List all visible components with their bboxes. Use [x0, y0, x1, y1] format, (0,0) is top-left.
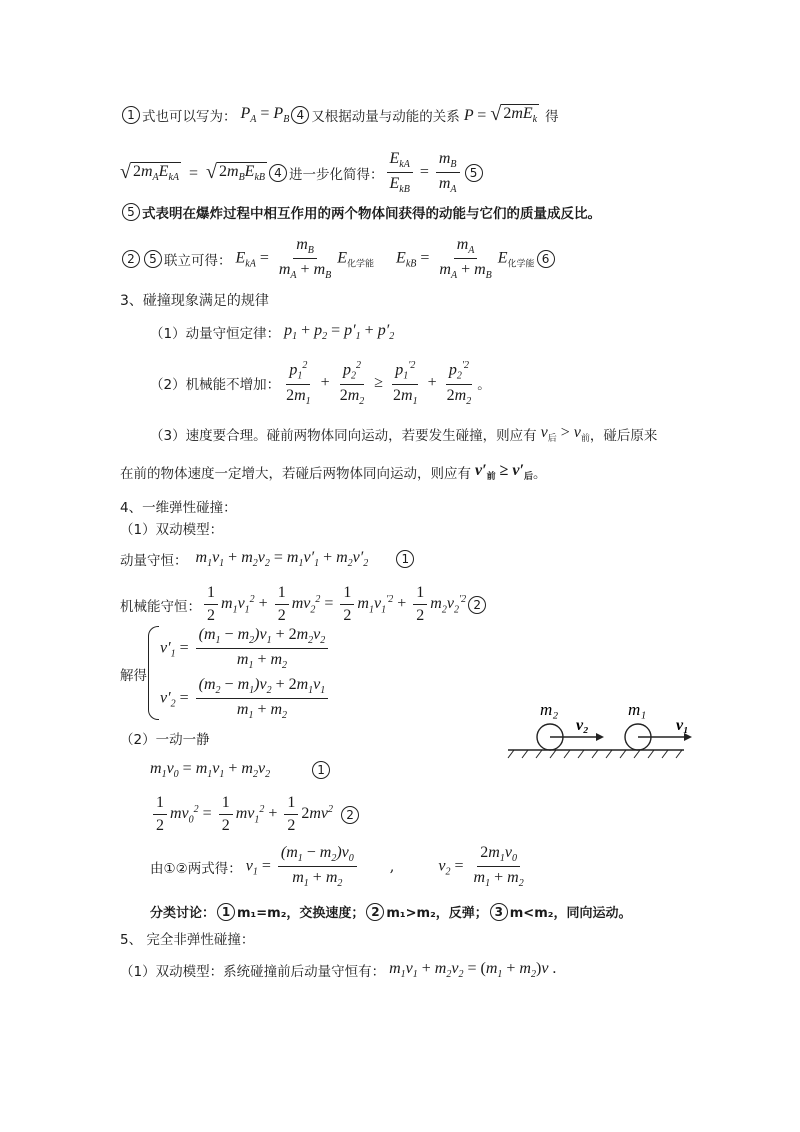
discussion-line: [150, 902, 631, 921]
energy-line: [120, 584, 488, 625]
circled-4: 4: [291, 106, 309, 124]
circled-1c: 1: [312, 761, 330, 779]
model2-result: 由①②两式得： $v_1$ = $\frac{(m_1 - m_2)v_0}{m_1 + m_2}$ , $v_2$ = $\frac{2m_1v_0}{m_1 + m_2}$: [150, 844, 530, 889]
combined-text-a: 联立可得：: [164, 252, 232, 269]
eq-momentum-conservation: $p_1 + p_2 = p'_1 + p'_2$: [280, 322, 395, 343]
label-v1: v₁: [676, 717, 689, 734]
circled-4b: 4: [269, 164, 287, 182]
conclusion-line: [120, 202, 601, 222]
arrow-v1-head: [684, 733, 692, 741]
eq-model2-v2: $v_2$ = $\frac{2m_1v_0}{m_1 + m_2}$: [438, 844, 524, 890]
item3-line1-tail: ，碰后原来: [589, 428, 658, 445]
circled-1b: 1: [396, 550, 414, 568]
sub-hou: 后: [547, 434, 557, 445]
item3-line2-text: 在前的物体速度一定增大，若碰后两物体同向运动，则应有: [120, 466, 471, 483]
sqrt-text-a: 进一步化简得：: [289, 166, 384, 183]
momentum-line: [120, 549, 416, 569]
conclusion-text-b: 爆炸过程中相互作用的两个物体间获得的动能与它们的质量成反比。: [196, 206, 601, 222]
section3-item2: （2）机械能不增加： $\frac{p_1^2}{2m_1}$ + $\frac{p_2^2}{2m_2}$ ≥ $\frac{p_1^{'2}}{2m_1}$ + $\frac{p_2^{'2}}{2m_2}$ 。: [150, 360, 491, 407]
section3-item3-line1: [150, 424, 657, 444]
arrow-v2-head: [596, 733, 604, 741]
eq-perfectly-inelastic: $m_1v_1 + m_2v_2 = (m_1 + m_2)v$ .: [385, 960, 557, 981]
eq-v2-prime: $v'_2$ = $\frac{(m_2 - m_1)v_2 + 2m_1v_1}{m_1 + m_2}$: [160, 676, 331, 721]
circled-2: 2: [122, 250, 140, 268]
eq-p-sqrt: P = √ $2mE_k$: [459, 103, 538, 126]
solution-v2: [160, 676, 331, 721]
sub-hou-2: 后: [524, 472, 534, 483]
circled-1: 1: [122, 106, 140, 124]
discussion-2: m₁>m₂，反弹；: [386, 906, 488, 921]
rewrite-text-b: 又根据动量与动能的关系: [311, 108, 460, 125]
circled-3: 3: [490, 903, 508, 921]
sub-qian-2: 前: [486, 472, 496, 483]
sqrt-line: [120, 150, 485, 195]
solution-v1: [160, 626, 331, 671]
rewrite-line: [120, 104, 559, 125]
eq-v1-prime: $v'_1$ = $\frac{(m_1 - m_2)v_1 + 2m_2v_2}{m_1 + m_2}$: [160, 626, 331, 671]
section3-title: 3、碰撞现象满足的规律: [120, 293, 269, 309]
item2-label: （2）机械能不增加：: [150, 377, 281, 394]
section3-item1: [150, 322, 394, 342]
label-m1: m₁: [628, 700, 647, 719]
section4-model2: （2）一动一静: [120, 732, 210, 748]
section5-title: 5、 完全非弹性碰撞：: [120, 932, 255, 948]
item3-line1-text: （3）速度要合理。碰前两物体同向运动，若要发生碰撞，则应有: [150, 428, 537, 445]
eq-model2-v1: $v_1$ = $\frac{(m_1 - m_2)v_0}{m_1 + m_2}$: [242, 844, 360, 889]
ekb-sub: 化学能: [507, 259, 535, 270]
circled-1d: 1: [217, 903, 235, 921]
item1-label: （1）动量守恒定律：: [150, 326, 281, 343]
both-label: 由①②两式得：: [150, 860, 242, 877]
eq-model2-momentum: $m_1v_0 = m_1v_1 + m_2v_2$: [150, 760, 271, 781]
eq-v-prime: $v'_前 \ge v'_后$: [471, 462, 534, 483]
solution-brace: [148, 626, 159, 720]
circled-2b: 2: [468, 596, 486, 614]
eka-sub: 化学能: [347, 259, 375, 270]
section4-model1: （1）双动模型：: [120, 522, 224, 538]
eq-ratio: $\frac{E_{kA}}{E_{kB}}$ = $\frac{m_B}{m_A}$: [384, 150, 463, 195]
discussion-1: m₁=m₂，交换速度；: [237, 906, 365, 921]
label-m2: m₂: [540, 700, 559, 719]
circled-5c: 5: [144, 250, 162, 268]
rewrite-text-a: 式也可以写为：: [142, 108, 237, 125]
circled-5: 5: [465, 164, 483, 182]
section5-model1: [120, 960, 556, 980]
collision-diagram: [500, 690, 700, 770]
discussion-3: m<m₂，同向运动。: [509, 906, 632, 921]
eq-energy-nonincrease: $\frac{p_1^2}{2m_1}$ + $\frac{p_2^2}{2m_2}$ ≥ $\frac{p_1^{'2}}{2m_1}$ + $\frac{p_2^{'2}}{2m_2}$: [286, 360, 472, 407]
conclusion-text-a: 式表明在: [142, 206, 196, 222]
section5-model1-text: （1）双动模型：系统碰撞前后动量守恒有：: [120, 964, 386, 981]
eq-ekb: $E_{kB}$ = $\frac{m_A}{m_A + m_B}$ $E_{化学能}$: [396, 236, 535, 282]
circled-6: 6: [537, 250, 555, 268]
eq-momentum: $m_1v_1 + m_2v_2 = m_1v'_1 + m_2v'_2$: [187, 549, 369, 570]
eq-energy: $\frac{1}{2}$ $m_1v_1^2$ + $\frac{1}{2}$ $mv_2^2$ = $\frac{1}{2}$ $m_1v_1^{'2}$ + $\frac{1}{2}$ $m_2v_2^{'2}$: [201, 584, 466, 625]
circled-2d: 2: [366, 903, 384, 921]
eq-v-after-before: $v_后 > v_前$: [536, 424, 590, 445]
section4-title: 4、一维弹性碰撞：: [120, 500, 237, 516]
ground-hatch: [508, 750, 682, 758]
momentum-label: 动量守恒：: [120, 553, 188, 570]
model2-eq2: [150, 794, 361, 835]
model2-eq1: [150, 760, 332, 780]
circled-2c: 2: [341, 806, 359, 824]
combined-line: [120, 236, 557, 281]
circled-5b: 5: [122, 203, 140, 221]
eq-pa-pb: $P_A = P_B$: [236, 104, 290, 125]
sub-qian: 前: [580, 434, 590, 445]
discussion-prefix: 分类讨论：: [150, 906, 216, 921]
section3-item3-line2: 在前的物体速度一定增大，若碰后两物体同向运动，则应有 $v'_前 \ge v'_后$ 。: [120, 462, 547, 483]
eq-sqrt-equal: √ $2m_AE_{kA}$ = √ $2m_BE_{kB}$: [120, 161, 265, 184]
solve-label: 解得: [120, 668, 147, 684]
rewrite-text-c: 得: [545, 108, 559, 125]
label-v2: v₂: [576, 717, 589, 734]
eq-model2-energy: $\frac{1}{2}$ $mv_0^2$ = $\frac{1}{2}$ $mv_1^2$ + $\frac{1}{2}$ $2mv^2$: [150, 794, 333, 835]
energy-label: 机械能守恒：: [120, 598, 201, 615]
eq-eka: $E_{kA}$ = $\frac{m_B}{m_A + m_B}$ $E_{化学能}$: [231, 236, 375, 282]
